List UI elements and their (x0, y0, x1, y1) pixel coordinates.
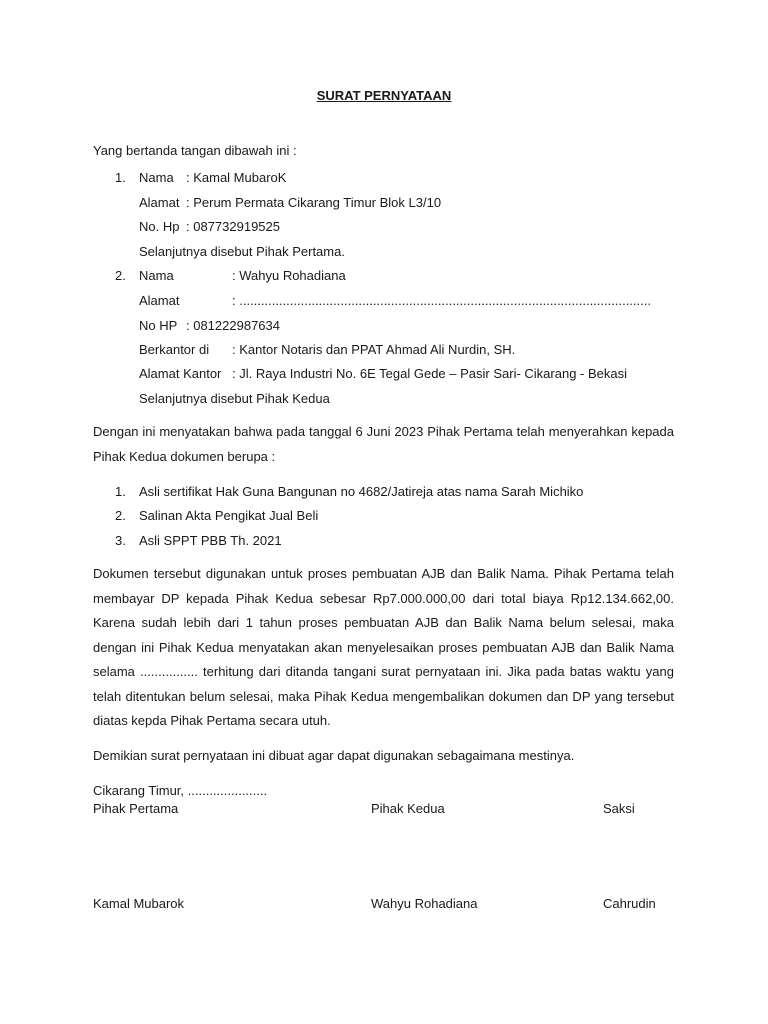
signatory-name-witness: Cahrudin (603, 896, 656, 911)
party-two-office-address-value: : Jl. Raya Industri No. 6E Tegal Gede – Pasir Sari- Cikarang - Bekasi (232, 366, 627, 381)
document-item-number: 3. (115, 533, 126, 548)
party-two-phone-label: No HP (139, 318, 178, 333)
document-item: Asli SPPT PBB Th. 2021 (139, 533, 282, 548)
party-two-office-label: Berkantor di (139, 342, 210, 357)
party-two-number: 2. (115, 268, 126, 283)
signatory-role-witness: Saksi (603, 801, 635, 816)
party-two-address-label: Alamat (139, 293, 180, 308)
place-date: Cikarang Timur, ...................... (93, 783, 268, 798)
closing-text: Demikian surat pernyataan ini dibuat agar dapat digunakan sebagaimana mestinya. (93, 748, 575, 763)
party-two-office-value: : Kantor Notaris dan PPAT Ahmad Ali Nurdin, SH. (232, 342, 516, 357)
party-two-name-label: Nama (139, 268, 174, 283)
intro-text: Yang bertanda tangan dibawah ini : (93, 143, 297, 158)
document-item-number: 2. (115, 508, 126, 523)
party-one-address-value: : Perum Permata Cikarang Timur Blok L3/10 (186, 195, 442, 210)
signatory-role-second-party: Pihak Kedua (371, 801, 445, 816)
party-two-name-value: : Wahyu Rohadiana (232, 268, 346, 283)
document-item-number: 1. (115, 484, 126, 499)
statement-paragraph: Dengan ini menyatakan bahwa pada tanggal 6 Juni 2023 Pihak Pertama telah menyerahkan kepada Pihak Kedua dokumen berupa : (93, 424, 674, 464)
document-title: SURAT PERNYATAAN (316, 88, 452, 103)
party-two-designation: Selanjutnya disebut Pihak Kedua (139, 391, 330, 406)
party-one-name-value: : Kamal MubaroK (186, 170, 287, 185)
party-two-phone-value: : 081222987634 (186, 318, 280, 333)
party-one-address-label: Alamat (139, 195, 180, 210)
party-one-number: 1. (115, 170, 126, 185)
party-two-address-value: : .................................................................................................................. (232, 293, 651, 308)
document-item: Asli sertifikat Hak Guna Bangunan no 4682/Jatireja atas nama Sarah Michiko (139, 484, 584, 499)
signatory-role-first-party: Pihak Pertama (93, 801, 179, 816)
body-paragraph: Dokumen tersebut digunakan untuk proses pembuatan AJB dan Balik Nama. Pihak Pertama telah membayar DP kepada Pihak Kedua sebesar Rp7.000.000,00 dari total biaya Rp12.134.662,00. Karena sudah lebih dari 1 tahun proses pembuatan AJB dan Balik Nama belum selesai, maka dengan ini Pihak Kedua menyatakan akan menyelesaikan proses pembuatan AJB dan Balik Nama selama ................ terhitung dari ditanda tangani surat pernyataan ini. Jika pada batas waktu yang telah ditentukan belum selesai, maka Pihak Kedua mengembalikan dokumen dan DP yang tersebut diatas kepda Pihak Pertama secara utuh. (93, 566, 674, 728)
party-one-designation: Selanjutnya disebut Pihak Pertama. (139, 244, 345, 259)
party-one-phone-label: No. Hp (139, 219, 180, 234)
party-one-name-label: Nama (139, 170, 174, 185)
signatory-name-first-party: Kamal Mubarok (93, 896, 185, 911)
signatory-name-second-party: Wahyu Rohadiana (371, 896, 478, 911)
party-two-office-address-label: Alamat Kantor (139, 366, 222, 381)
party-one-phone-value: : 087732919525 (186, 219, 280, 234)
document-item: Salinan Akta Pengikat Jual Beli (139, 508, 319, 523)
